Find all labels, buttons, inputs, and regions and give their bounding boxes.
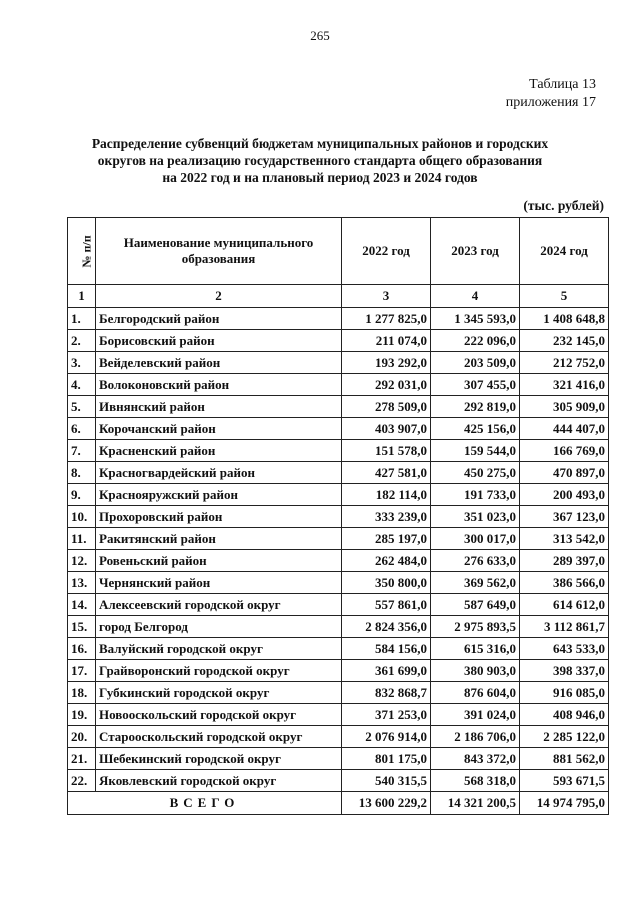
municipality-name: Чернянский район [96, 572, 342, 594]
row-number: 12. [68, 550, 96, 572]
value-2024: 444 407,0 [520, 418, 609, 440]
subsidy-table [67, 217, 609, 815]
value-2023: 292 819,0 [431, 396, 520, 418]
value-2023: 425 156,0 [431, 418, 520, 440]
table-row [68, 572, 609, 594]
value-2023: 876 604,0 [431, 682, 520, 704]
value-2023: 203 509,0 [431, 352, 520, 374]
value-2022: 2 824 356,0 [342, 616, 431, 638]
table-row [68, 462, 609, 484]
value-2023: 450 275,0 [431, 462, 520, 484]
value-2022: 584 156,0 [342, 638, 431, 660]
municipality-name: Ровеньский район [96, 550, 342, 572]
title-line-1: Распределение субвенций бюджетам муниципальных районов и городских [91, 136, 549, 151]
value-2024: 916 085,0 [520, 682, 609, 704]
row-number: 19. [68, 704, 96, 726]
value-2022: 211 074,0 [342, 330, 431, 352]
value-2023: 300 017,0 [431, 528, 520, 550]
table-row [68, 352, 609, 374]
total-2023: 14 321 200,5 [431, 792, 520, 815]
value-2022: 832 868,7 [342, 682, 431, 704]
column-header-2024: 2024 год [520, 218, 609, 285]
value-2024: 398 337,0 [520, 660, 609, 682]
row-number: 8. [68, 462, 96, 484]
value-2023: 2 975 893,5 [431, 616, 520, 638]
municipality-name: Красногвардейский район [96, 462, 342, 484]
table-row [68, 748, 609, 770]
value-2022: 182 114,0 [342, 484, 431, 506]
value-2024: 593 671,5 [520, 770, 609, 792]
column-number: 5 [520, 285, 609, 308]
value-2024: 386 566,0 [520, 572, 609, 594]
value-2024: 313 542,0 [520, 528, 609, 550]
row-number: 14. [68, 594, 96, 616]
value-2022: 193 292,0 [342, 352, 431, 374]
value-2022: 2 076 914,0 [342, 726, 431, 748]
unit-label: (тыс. рублей) [523, 198, 604, 213]
row-number: 17. [68, 660, 96, 682]
page-number: 265 [310, 28, 330, 43]
value-2024: 3 112 861,7 [520, 616, 609, 638]
table-row [68, 704, 609, 726]
value-2024: 166 769,0 [520, 440, 609, 462]
table-row [68, 660, 609, 682]
table-number: Таблица 13 [529, 77, 596, 92]
table-row [68, 594, 609, 616]
row-number: 3. [68, 352, 96, 374]
municipality-name: город Белгород [96, 616, 342, 638]
column-number: 2 [96, 285, 342, 308]
row-number: 4. [68, 374, 96, 396]
table-row [68, 330, 609, 352]
value-2023: 587 649,0 [431, 594, 520, 616]
table-row [68, 528, 609, 550]
table-row [68, 374, 609, 396]
total-2022: 13 600 229,2 [342, 792, 431, 815]
table-body [68, 308, 609, 792]
value-2023: 369 562,0 [431, 572, 520, 594]
table-row [68, 484, 609, 506]
value-2023: 222 096,0 [431, 330, 520, 352]
municipality-name: Красненский район [96, 440, 342, 462]
table-row [68, 682, 609, 704]
municipality-name: Грайворонский городской округ [96, 660, 342, 682]
row-number: 9. [68, 484, 96, 506]
value-2024: 614 612,0 [520, 594, 609, 616]
appendix-number: приложения 17 [505, 95, 596, 110]
value-2023: 159 544,0 [431, 440, 520, 462]
row-number: 7. [68, 440, 96, 462]
title-line-2: округов на реализацию государственного стандарта общего образования [97, 153, 543, 168]
municipality-name: Ивнянский район [96, 396, 342, 418]
value-2022: 333 239,0 [342, 506, 431, 528]
municipality-name: Вейделевский район [96, 352, 342, 374]
municipality-name: Краснояружский район [96, 484, 342, 506]
value-2022: 427 581,0 [342, 462, 431, 484]
municipality-name: Губкинский городской округ [96, 682, 342, 704]
row-number: 11. [68, 528, 96, 550]
table-row [68, 440, 609, 462]
row-number: 5. [68, 396, 96, 418]
table-row [68, 616, 609, 638]
row-number: 2. [68, 330, 96, 352]
row-number: 18. [68, 682, 96, 704]
total-2024: 14 974 795,0 [520, 792, 609, 815]
value-2024: 200 493,0 [520, 484, 609, 506]
table-row [68, 638, 609, 660]
value-2024: 321 416,0 [520, 374, 609, 396]
value-2023: 380 903,0 [431, 660, 520, 682]
row-number: 20. [68, 726, 96, 748]
value-2024: 408 946,0 [520, 704, 609, 726]
value-2023: 1 345 593,0 [431, 308, 520, 330]
column-header-2023: 2023 год [431, 218, 520, 285]
municipality-name: Ракитянский район [96, 528, 342, 550]
column-header-2022: 2022 год [342, 218, 431, 285]
municipality-name: Прохоровский район [96, 506, 342, 528]
municipality-name: Валуйский городской округ [96, 638, 342, 660]
value-2023: 351 023,0 [431, 506, 520, 528]
row-number: 1. [68, 308, 96, 330]
document-title [60, 135, 580, 186]
value-2022: 557 861,0 [342, 594, 431, 616]
table-row [68, 506, 609, 528]
value-2023: 2 186 706,0 [431, 726, 520, 748]
municipality-name: Шебекинский городской округ [96, 748, 342, 770]
value-2022: 403 907,0 [342, 418, 431, 440]
municipality-name: Старооскольский городской округ [96, 726, 342, 748]
municipality-name: Белгородский район [96, 308, 342, 330]
table-row [68, 308, 609, 330]
value-2024: 367 123,0 [520, 506, 609, 528]
row-number: 6. [68, 418, 96, 440]
table-reference [506, 76, 596, 112]
value-2023: 191 733,0 [431, 484, 520, 506]
value-2023: 307 455,0 [431, 374, 520, 396]
value-2022: 151 578,0 [342, 440, 431, 462]
column-header-name: Наименование муниципального образования [96, 218, 342, 285]
column-number: 3 [342, 285, 431, 308]
municipality-name: Новооскольский городской округ [96, 704, 342, 726]
value-2024: 1 408 648,8 [520, 308, 609, 330]
value-2023: 568 318,0 [431, 770, 520, 792]
table-row [68, 396, 609, 418]
municipality-name: Яковлевский городской округ [96, 770, 342, 792]
row-number: 13. [68, 572, 96, 594]
value-2024: 2 285 122,0 [520, 726, 609, 748]
value-2022: 1 277 825,0 [342, 308, 431, 330]
column-header-number: № п/п [68, 218, 96, 285]
value-2024: 305 909,0 [520, 396, 609, 418]
row-number: 15. [68, 616, 96, 638]
value-2023: 391 024,0 [431, 704, 520, 726]
value-2022: 350 800,0 [342, 572, 431, 594]
value-2023: 276 633,0 [431, 550, 520, 572]
row-number: 21. [68, 748, 96, 770]
table-row [68, 726, 609, 748]
title-line-3: на 2022 год и на плановый период 2023 и 2024 годов [162, 170, 478, 185]
municipality-name: Корочанский район [96, 418, 342, 440]
value-2022: 540 315,5 [342, 770, 431, 792]
municipality-name: Волоконовский район [96, 374, 342, 396]
value-2022: 371 253,0 [342, 704, 431, 726]
row-number: 10. [68, 506, 96, 528]
value-2024: 643 533,0 [520, 638, 609, 660]
table-row [68, 770, 609, 792]
value-2024: 212 752,0 [520, 352, 609, 374]
total-label: ВСЕГО [68, 792, 342, 815]
municipality-name: Борисовский район [96, 330, 342, 352]
value-2023: 615 316,0 [431, 638, 520, 660]
value-2024: 232 145,0 [520, 330, 609, 352]
column-number-row [68, 285, 609, 308]
value-2022: 262 484,0 [342, 550, 431, 572]
total-row [68, 792, 609, 815]
value-2022: 801 175,0 [342, 748, 431, 770]
value-2022: 278 509,0 [342, 396, 431, 418]
column-number: 4 [431, 285, 520, 308]
value-2022: 292 031,0 [342, 374, 431, 396]
value-2023: 843 372,0 [431, 748, 520, 770]
column-number: 1 [68, 285, 96, 308]
value-2022: 361 699,0 [342, 660, 431, 682]
row-number: 16. [68, 638, 96, 660]
value-2024: 289 397,0 [520, 550, 609, 572]
table-row [68, 550, 609, 572]
value-2024: 881 562,0 [520, 748, 609, 770]
table-row [68, 418, 609, 440]
municipality-name: Алексеевский городской округ [96, 594, 342, 616]
value-2024: 470 897,0 [520, 462, 609, 484]
value-2022: 285 197,0 [342, 528, 431, 550]
header-row [68, 218, 609, 285]
row-number: 22. [68, 770, 96, 792]
